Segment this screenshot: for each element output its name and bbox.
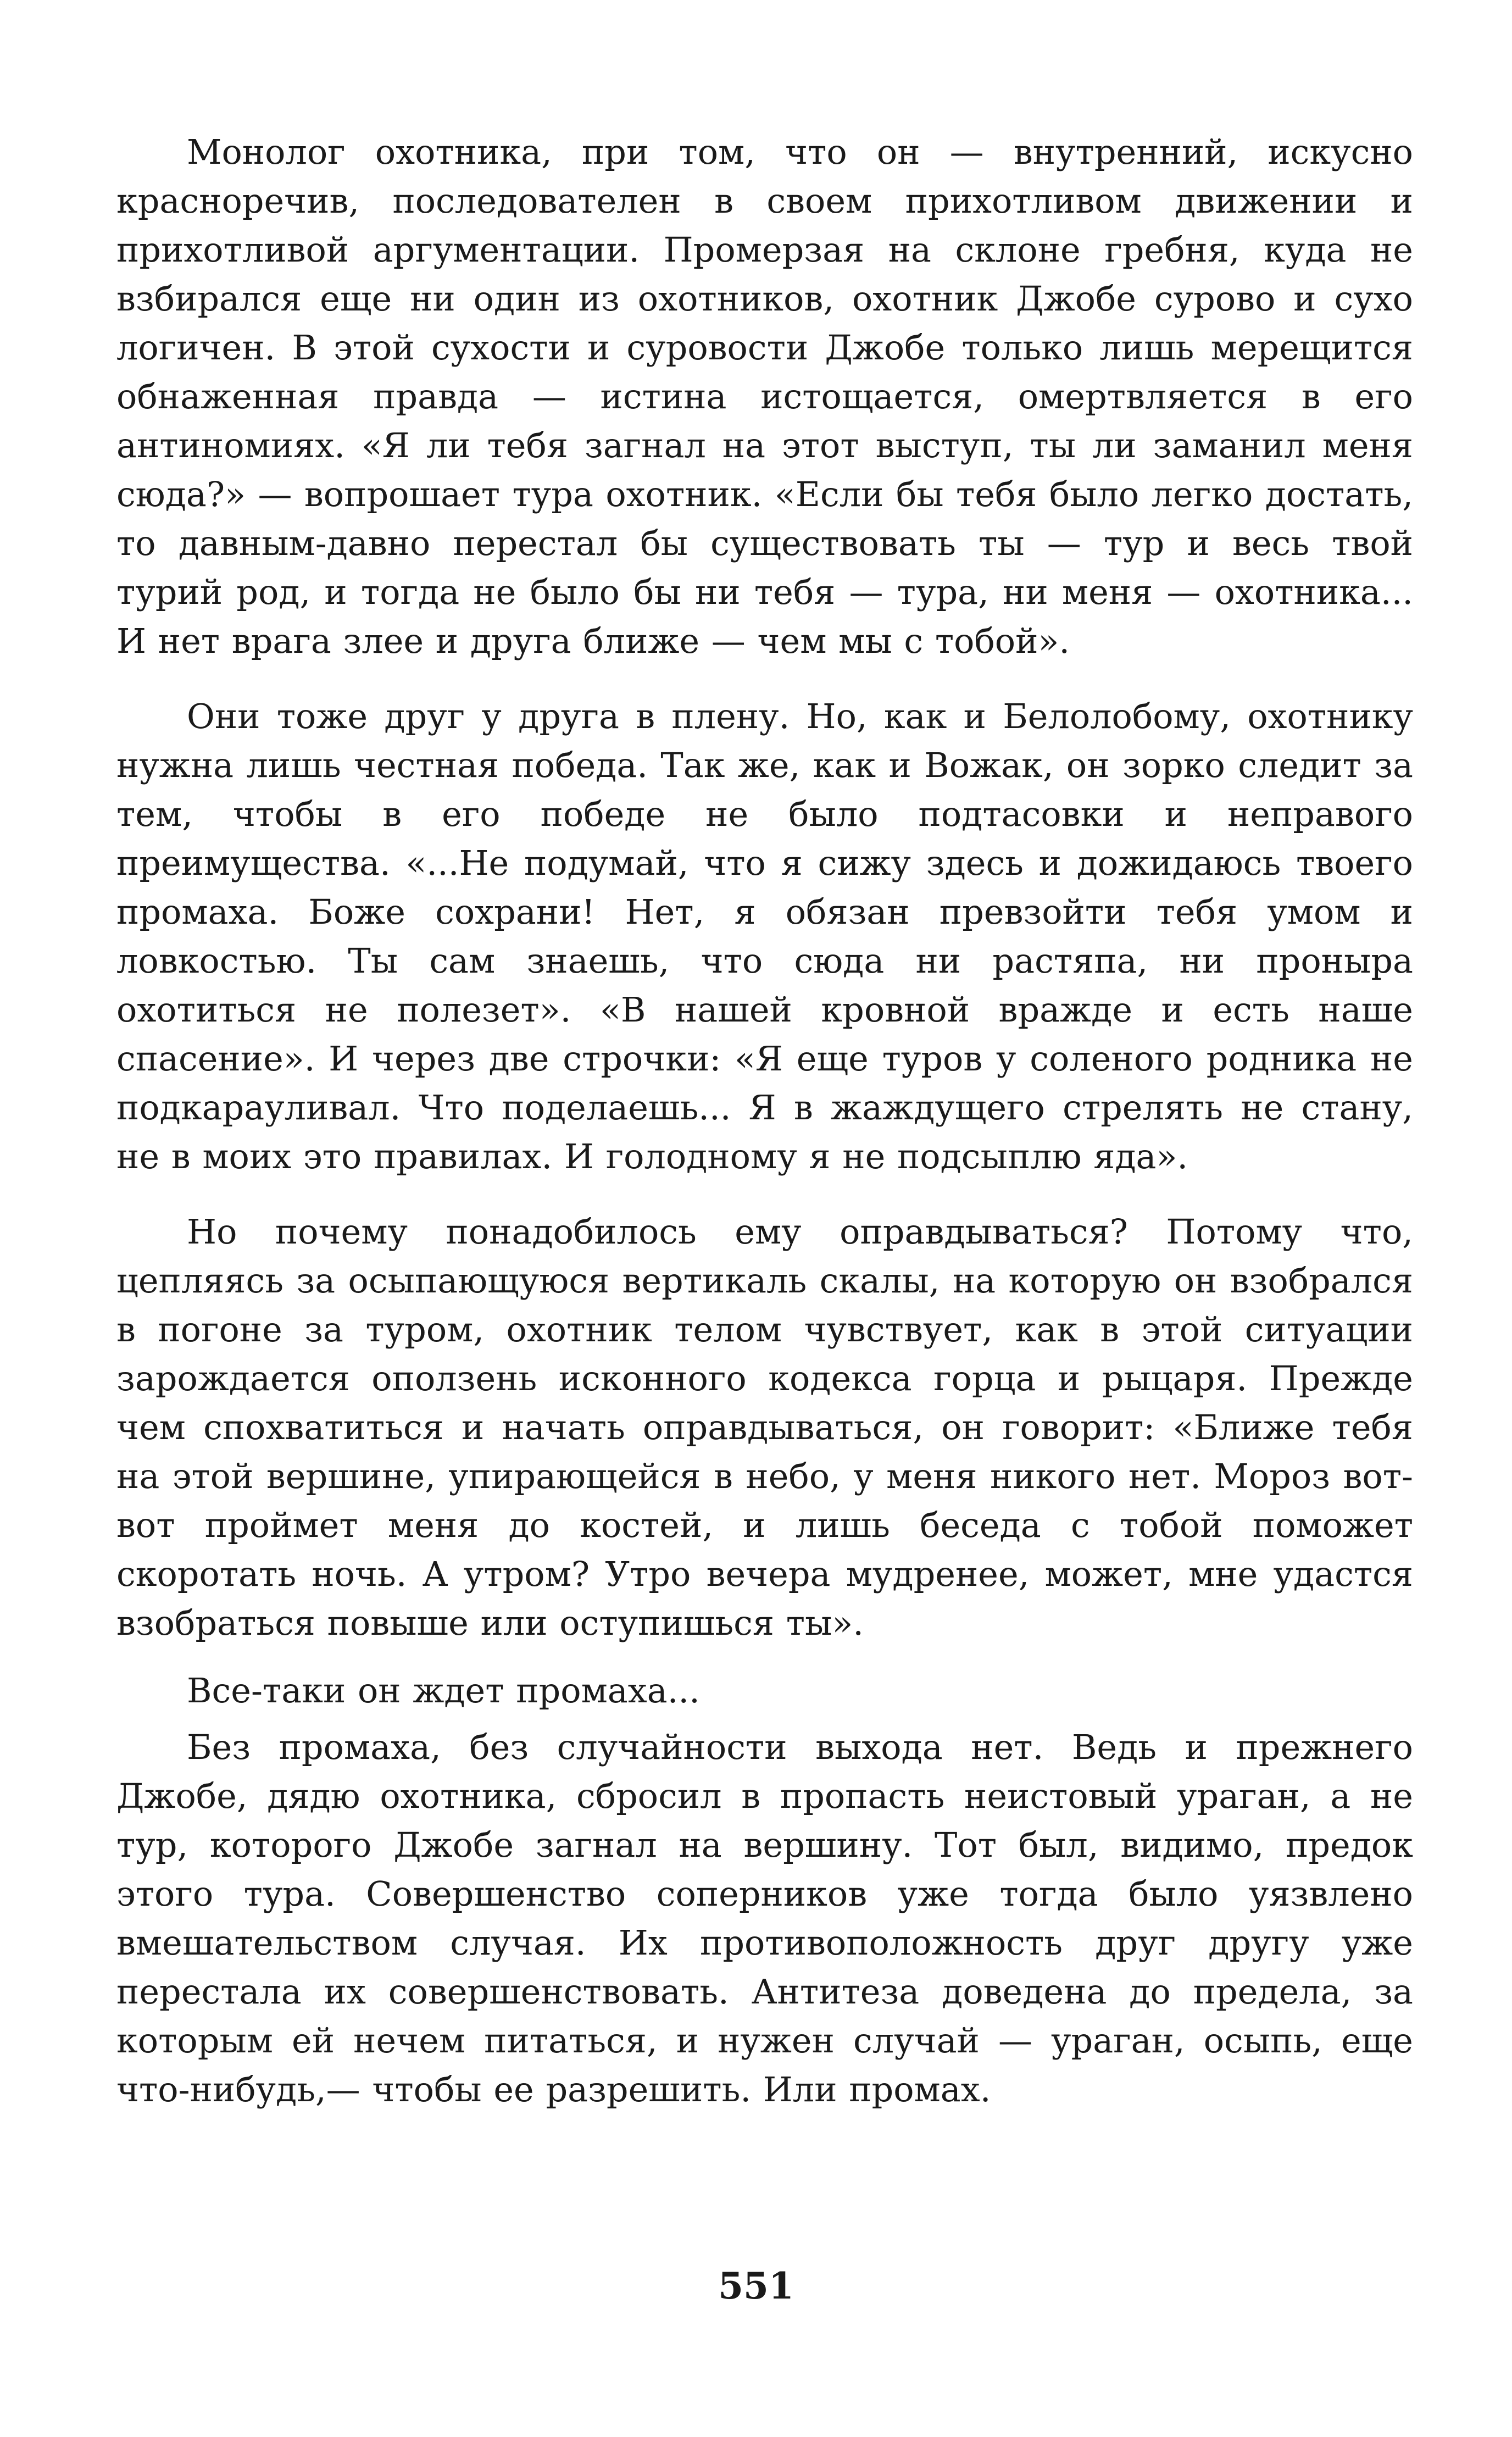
paragraph-4: Все-таки он ждет промаха... <box>187 1670 700 1711</box>
main-text <box>116 127 1413 2114</box>
paragraph-3: Но почему понадобилось ему оправдываться? Потому что, цепляясь за осыпающуюся вертикаль скалы, на которую он взобрался в погоне за туром, охотник телом чувствует, как в этой ситуации зарождается оползень исконного кодекса горца и рыцаря. Прежде чем спохватиться и начать оправдываться, он говорит: «Ближе тебя на этой вершине, упирающейся в небо, у меня никого нет. Мороз вот-вот проймет меня до костей, и лишь беседа с тобой поможет скоротать ночь. А утром? Утро вечера мудренее, может, мне удастся взобраться повыше или оступишься ты». <box>116 1212 1413 1643</box>
paragraph-1: Монолог охотника, при том, что он — внутренний, искусно красноречив, последователен в своем прихотливом движении и прихотливой аргументации. Промерзая на склоне гребня, куда не взбирался еще ни один из охотников, охотник Джобе сурово и сухо логичен. В этой сухости и суровости Джобе только лишь мерещится обнаженная правда — истина истощается, омертвляется в его антиномиях. «Я ли тебя загнал на этот выступ, ты ли заманил меня сюда?» — вопрошает тура охотник. «Если бы тебя было легко достать, то давным-давно перестал бы существовать ты — тур и весь твой турий род, и тогда не было бы ни тебя — тура, ни меня — охотника... И нет врага злее и друга ближе — чем мы с тобой». <box>116 132 1413 661</box>
page-number: 551 <box>718 2264 794 2307</box>
paragraph-2: Они тоже друг у друга в плену. Но, как и Белолобому, охотнику нужна лишь честная победа. Так же, как и Вожак, он зорко следит за тем, чтобы в его победе не было подтасовки и неправого преимущества. «...Не подумай, что я сижу здесь и дожидаюсь твоего промаха. Боже сохрани! Нет, я обязан превзойти тебя умом и ловкостью. Ты сам знаешь, что сюда ни растяпа, ни проныра охотиться не полезет». «В нашей кровной вражде и есть наше спасение». И через две строчки: «Я еще туров у соленого родника не подкарауливал. Что поделаешь... Я в жаждущего стрелять не стану, не в моих это правилах. И голодному я не подсыплю яда». <box>116 696 1413 1176</box>
paragraph-5: Без промаха, без случайности выхода нет. Ведь и прежнего Джобе, дядю охотника, сбросил в пропасть неистовый ураган, а не тур, которого Джобе загнал на вершину. Тот был, видимо, предок этого тура. Совершенство соперников уже тогда было уязвлено вмешательством случая. Их противоположность друг другу уже перестала их совершенствовать. Антитеза доведена до предела, за которым ей нечем питаться, и нужен случай — ураган, осыпь, еще что-нибудь,— чтобы ее разрешить. Или промах. <box>116 1727 1413 2110</box>
